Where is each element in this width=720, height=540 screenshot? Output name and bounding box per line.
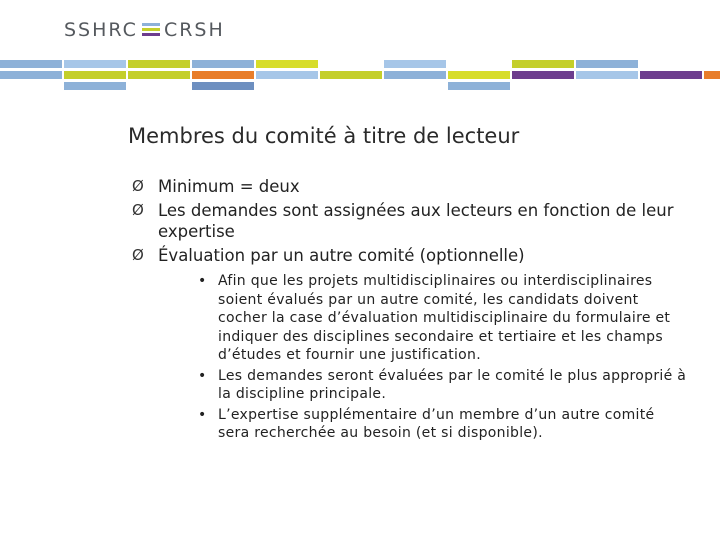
color-bar-segment [512,71,574,79]
color-bar-segment [320,71,382,79]
sub-bullet-text: L’expertise supplémentaire d’un membre d’un autre comité sera recherchée au besoin (et si disponible). [218,406,655,441]
color-bar-segment [320,60,382,68]
color-bar-segment [640,71,702,79]
color-bar-segment [640,82,702,90]
sub-bullet-item [198,367,688,404]
color-bars-banner [0,60,720,92]
color-bar-segment [256,82,318,90]
color-bar-segment [256,60,318,68]
slide-title: Membres du comité à titre de lecteur [128,124,520,148]
color-bar-segment [512,82,574,90]
color-bar-segment [704,60,720,68]
color-bar-segment [0,60,62,68]
arrow-bullet-icon: Ø [132,246,144,264]
color-bar-segment [320,82,382,90]
sub-bullet-item [198,406,688,443]
color-bar-segment [448,60,510,68]
dot-bullet-icon: • [198,273,207,289]
sub-bullet-item [198,272,688,365]
dot-bullet-icon: • [198,367,207,384]
main-bullet-list [132,176,692,443]
color-bar-segment [128,60,190,68]
color-bar-segment [448,82,510,90]
color-bar-segment [192,71,254,79]
color-bar-segment [384,60,446,68]
color-bar-segment [64,82,126,90]
bullet-text: Les demandes sont assignées aux lecteurs en fonction de leur expertise [158,201,674,241]
color-bar-segment [576,82,638,90]
logo-stripe [142,28,160,31]
sub-bullet-list [198,272,688,443]
color-bar-segment [192,60,254,68]
logo-text-sshrc: SSHRC [64,19,138,41]
color-bar-segment [0,71,62,79]
color-bar-segment [256,71,318,79]
color-bar-segment [128,82,190,90]
main-bullet-item [132,176,692,197]
color-bar-segment [64,71,126,79]
main-bullet-item [132,245,692,443]
sub-bullet-text: Les demandes seront évaluées par le comité le plus approprié à la discipline principale. [218,367,687,402]
color-bar-segment [512,60,574,68]
color-bar-segment [704,71,720,79]
logo-stripes-icon [142,23,160,37]
dot-bullet-icon: • [198,406,207,423]
color-bar-segment [448,71,510,79]
logo-stripe [142,33,160,36]
main-bullet-item [132,200,692,242]
bullet-text: Minimum = deux [158,177,300,196]
color-bar-segment [64,60,126,68]
logo-stripe [142,23,160,26]
slide-content [132,176,692,446]
color-bar-segment [384,71,446,79]
arrow-bullet-icon: Ø [132,201,144,219]
sub-bullet-text: Afin que les projets multidisciplinaires ou interdisciplinaires soient évalués par un autre comité, les candidats doivent cocher la case d’évaluation multidisciplinaire du formulaire et indiquer des disciplines secondaire et tertiaire et les champs d’études et fournir une justification. [218,273,671,363]
bullet-text: Évaluation par un autre comité (optionnelle) [158,246,525,265]
color-bar-segment [0,82,62,90]
color-bar-segment [640,60,702,68]
color-bar-segment [576,71,638,79]
arrow-bullet-icon: Ø [132,177,144,195]
color-bar-segment [128,71,190,79]
color-bar-segment [704,82,720,90]
color-bar-segment [576,60,638,68]
color-bar-segment [384,82,446,90]
logo-text-crsh: CRSH [163,19,225,41]
color-bar-segment [192,82,254,90]
sshrc-crsh-logo [64,18,225,42]
